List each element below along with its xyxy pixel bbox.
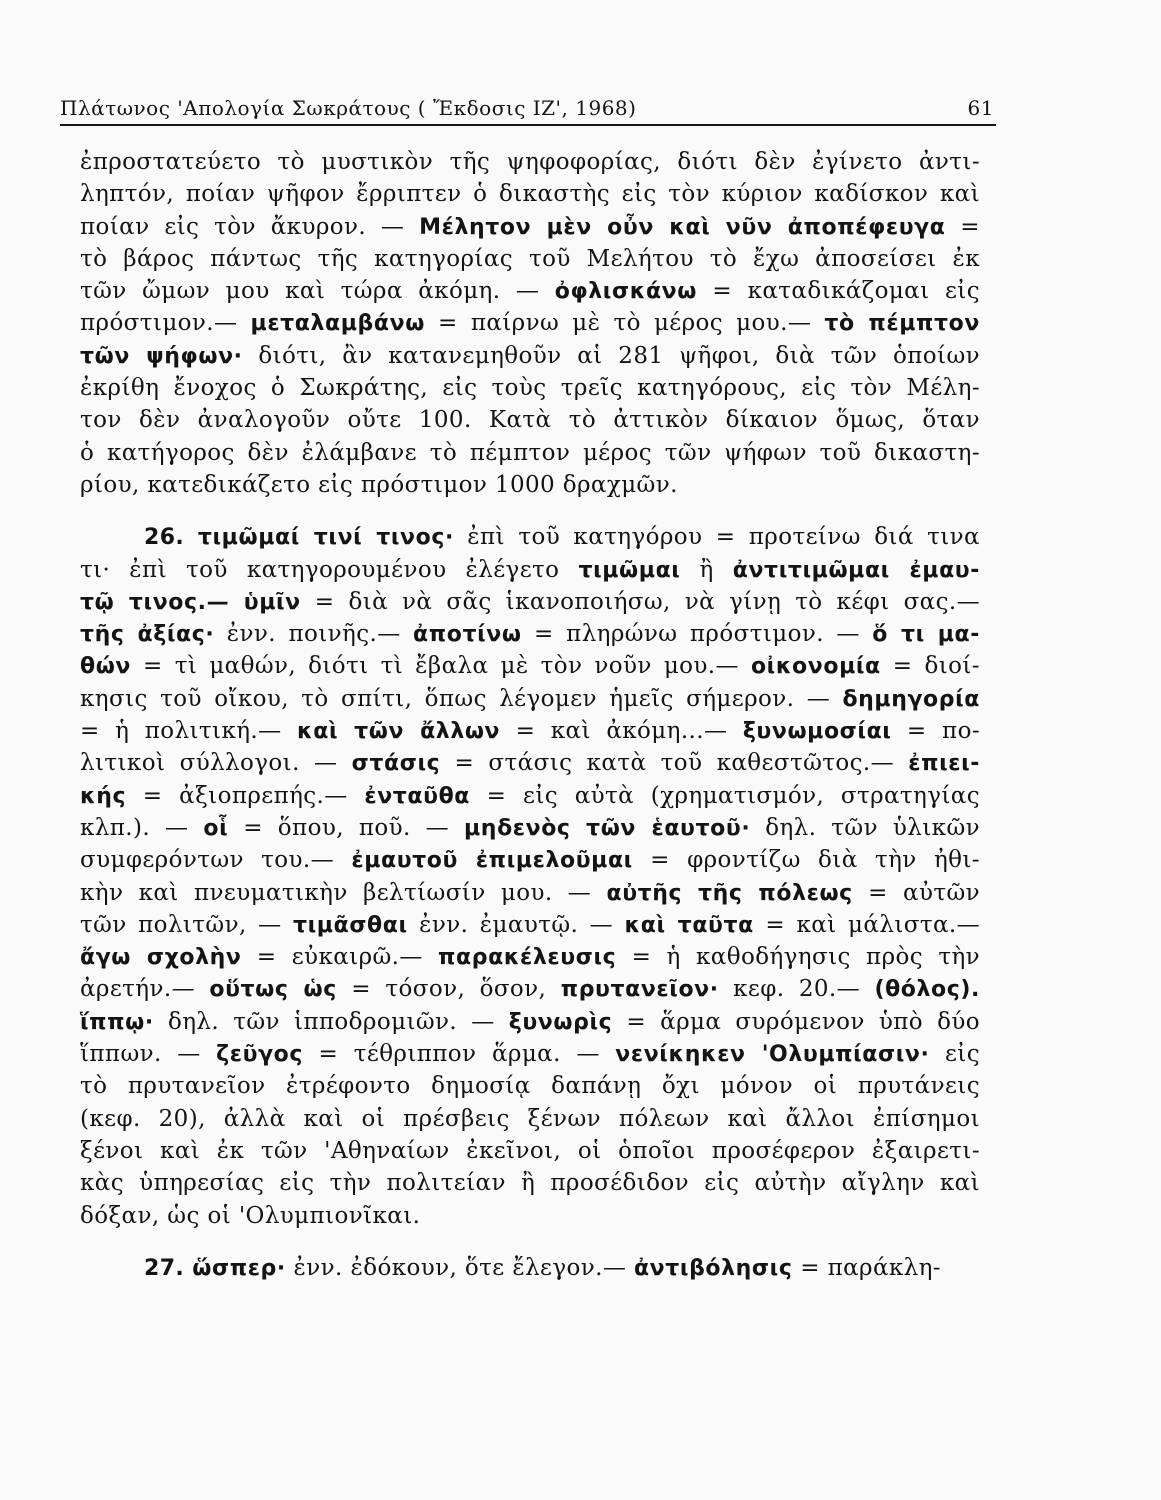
gloss-text: ποίαν εἰς τὸν ἄκυρον. — xyxy=(80,213,420,240)
lemma-term: τιμῶμαι xyxy=(578,557,681,583)
gloss-text: τι· ἐπὶ τοῦ κατηγορουμένου ἐλέγετο xyxy=(80,556,579,583)
gloss-text: τὸ βάρος πάντως τῆς κατηγορίας τοῦ Μελήτου τὸ ἔχω ἀποσείσει ἐκ xyxy=(80,245,980,272)
text-line xyxy=(80,1006,980,1038)
text-line xyxy=(80,437,980,469)
gloss-text: ἐνν. ποινῆς.— xyxy=(214,621,414,648)
text-line xyxy=(80,1167,980,1199)
lemma-term: στάσις xyxy=(351,751,441,777)
text-line xyxy=(80,586,980,618)
lemma-term: τῆς ἀξίας· xyxy=(80,622,215,648)
lemma-term: τὸ πέμπτον xyxy=(824,311,980,337)
text-line xyxy=(80,243,980,275)
lemma-term: ζεῦγος xyxy=(216,1042,304,1068)
lemma-term: ἀποτίνω xyxy=(413,622,522,648)
lemma-term: μεταλαμβάνω xyxy=(250,311,425,337)
header-title: Πλάτωνος 'Απολογία Σωκράτους ( Ἔκδοσις ΙΖ', 1968) xyxy=(60,96,637,120)
text-line xyxy=(80,1200,980,1232)
lemma-term: δημηγορία xyxy=(842,686,980,712)
gloss-text: = ὅπου, ποῦ. — xyxy=(228,814,465,841)
text-line xyxy=(80,404,980,436)
commentary-text xyxy=(80,146,980,1284)
lemma-term: τιμῶμαί τινί τινος· xyxy=(197,525,454,551)
gloss-text: δηλ. τῶν ὑλικῶν xyxy=(750,814,980,841)
gloss-text: = τέθριππον ἅρμα. — xyxy=(303,1041,616,1068)
lemma-term: ἄγω σχολὴν xyxy=(80,945,242,971)
gloss-text: ἐκρίθη ἔνοχος ὁ Σωκράτης, εἰς τοὺς τρεῖς κατηγόρους, εἰς τὸν Μέλη- xyxy=(80,375,980,402)
gloss-text: ληπτόν, ποίαν ψῆφον ἔρριπτεν ὁ δικαστὴς εἰς τὸν κύριον καδίσκον καὶ xyxy=(80,181,980,208)
text-line xyxy=(80,844,980,876)
lemma-term: ἀντιβόλησις xyxy=(633,1255,793,1281)
gloss-text: λιτικοὶ σύλλογοι. — xyxy=(80,750,352,777)
gloss-text: τὸ πρυτανεῖον ἐτρέφοντο δημοσίᾳ δαπάνῃ ὄχι μόνον οἱ πρυτάνεις xyxy=(80,1073,980,1100)
gloss-text: ἐπὶ τοῦ κατηγόρου = προτείνω διά τινα xyxy=(453,524,980,551)
gloss-text: ὁ κατήγορος δὲν ἐλάμβανε τὸ πέμπτον μέρος τῶν ψήφων τοῦ δικαστη- xyxy=(80,439,980,466)
gloss-text: = ἡ καθοδήγησις πρὸς τὴν xyxy=(616,944,981,971)
gloss-text: ἐνν. ἐμαυτῷ. — xyxy=(407,911,625,938)
gloss-text: = καὶ ἀκόμη...— xyxy=(500,718,743,745)
lemma-term: αὐτῆς τῆς πόλεως xyxy=(606,880,853,906)
gloss-text: πρόστιμον.— xyxy=(80,310,251,337)
lemma-term: τῷ τινος.— ὑμῖν xyxy=(80,589,301,615)
gloss-text: = ἡ πολιτική.— xyxy=(80,718,297,745)
gloss-text: ἐπροστατεύετο τὸ μυστικὸν τῆς ψηφοφορίας, διότι δὲν ἐγίνετο ἀντι- xyxy=(80,149,980,175)
text-line xyxy=(80,715,980,747)
gloss-text: = παίρνω μὲ τὸ μέρος μου.— xyxy=(424,310,825,337)
text-line xyxy=(80,650,980,682)
text-line xyxy=(80,1135,980,1167)
lemma-term: ἐνταῦθα xyxy=(364,783,471,809)
gloss-text: διότι, ἂν κατανεμηθοῦν αἱ 281 ψῆφοι, διὰ τῶν ὁποίων xyxy=(242,342,981,369)
text-line xyxy=(80,618,980,650)
lemma-term: ἐπιει- xyxy=(908,751,980,777)
text-line xyxy=(80,909,980,941)
gloss-text: = xyxy=(945,213,980,240)
text-line xyxy=(80,941,980,973)
lemma-term: ἵππῳ· xyxy=(80,1009,154,1035)
running-header xyxy=(60,86,994,120)
text-line xyxy=(80,178,980,210)
lemma-term: οἷ xyxy=(203,815,229,841)
gloss-text: κησις τοῦ οἴκου, τὸ σπίτι, ὅπως λέγομεν ἡμεῖς σήμερον. — xyxy=(80,685,843,712)
paragraph-number: 27. xyxy=(144,1255,193,1281)
gloss-text: κὴν καὶ πνευματικὴν βελτίωσίν μου. — xyxy=(80,879,607,906)
gloss-text: = πληρώνω πρόστιμον. — xyxy=(521,621,873,648)
gloss-text: = αὐτῶν xyxy=(852,879,981,906)
gloss-text: κὰς ὑπηρεσίας εἰς τὴν πολιτείαν ἢ προσέδιδον εἰς αὐτὴν αἴγλην καὶ xyxy=(80,1170,980,1197)
gloss-text: ἐνν. ἐδόκουν, ὅτε ἔλεγον.— xyxy=(285,1254,634,1281)
text-line xyxy=(80,307,980,339)
gloss-text: συμφερόντων του.— xyxy=(80,847,352,874)
text-line xyxy=(80,211,980,243)
text-line xyxy=(80,469,980,501)
text-line xyxy=(80,747,980,779)
lemma-term: ὀφλισκάνω xyxy=(554,279,697,305)
gloss-text: ἵππων. — xyxy=(80,1041,217,1068)
paragraph-number: 26. xyxy=(144,525,198,551)
lemma-term: τῶν ψήφων· xyxy=(80,343,243,369)
lemma-term: ἐμαυτοῦ ἐπιμελοῦμαι xyxy=(351,848,633,874)
text-line xyxy=(80,340,980,372)
gloss-text: = εἰς αὐτὰ (χρηματισμόν, στρατηγίας xyxy=(470,782,981,809)
lemma-term: μηδενὸς τῶν ἑαυτοῦ· xyxy=(464,815,751,841)
text-line xyxy=(80,554,980,586)
lemma-term: πρυτανεῖον· xyxy=(560,977,719,1003)
gloss-text: κλπ.). — xyxy=(80,814,204,841)
lemma-term: καὶ ταῦτα xyxy=(624,912,754,938)
gloss-text: = καὶ μάλιστα.— xyxy=(753,911,981,938)
gloss-text: κεφ. 20.— xyxy=(718,976,875,1003)
gloss-text: = ἀξιοπρεπής.— xyxy=(126,782,365,809)
gloss-text: = φροντίζω διὰ τὴν ἠθι- xyxy=(632,847,980,874)
paragraph-gap xyxy=(80,501,980,521)
paragraph-gap xyxy=(80,1232,980,1252)
text-line xyxy=(80,877,980,909)
gloss-text: ξένοι καὶ ἐκ τῶν 'Αθηναίων ἐκεῖνοι, οἱ ὁποῖοι προσέφερον ἐξαιρετι- xyxy=(80,1137,980,1164)
lemma-term: ἀντιτιμῶμαι ἐμαυ- xyxy=(732,557,980,583)
gloss-text: = διοί- xyxy=(880,653,980,680)
lemma-term: τιμᾶσθαι xyxy=(293,912,408,938)
gloss-text: = τόσον, ὅσον, xyxy=(336,976,561,1003)
lemma-term: οὕτως ὡς xyxy=(209,977,337,1003)
gloss-text: (κεφ. 20), ἀλλὰ καὶ οἱ πρέσβεις ξένων πόλεων καὶ ἄλλοι ἐπίσημοι xyxy=(80,1105,980,1132)
lemma-term: κής xyxy=(80,783,127,809)
text-line xyxy=(80,1252,980,1284)
gloss-text: = διὰ νὰ σᾶς ἱκανοποιήσω, νὰ γίνῃ τὸ κέφι σας.— xyxy=(300,588,980,615)
gloss-text: = πο- xyxy=(891,718,980,745)
gloss-text: τον δὲν ἀναλογοῦν οὔτε 100. Κατὰ τὸ ἀττικὸν δίκαιον ὅμως, ὅταν xyxy=(80,407,980,434)
lemma-term: οἰκονομία xyxy=(750,654,881,680)
gloss-text: τῶν ὤμων μου καὶ τώρα ἀκόμη. — xyxy=(80,278,555,305)
text-line xyxy=(80,780,980,812)
text-line xyxy=(80,1103,980,1135)
gloss-text: τῶν πολιτῶν, — xyxy=(80,911,293,938)
lemma-term: ὅ τι μα- xyxy=(872,622,980,648)
text-line xyxy=(80,683,980,715)
lemma-term: παρακέλευσις xyxy=(438,945,617,971)
gloss-text: = στάσις κατὰ τοῦ καθεστῶτος.— xyxy=(440,750,909,777)
gloss-text: ἀρετήν.— xyxy=(80,976,210,1003)
gloss-text: = τὶ μαθών, διότι τὶ ἔβαλα μὲ τὸν νοῦν μου.— xyxy=(131,653,751,680)
gloss-text: = παράκλη- xyxy=(792,1254,941,1281)
gloss-text: = καταδικάζομαι εἰς xyxy=(696,278,980,305)
header-rule xyxy=(60,124,996,126)
lemma-term: ξυνωρὶς xyxy=(508,1009,613,1035)
gloss-text: ἢ xyxy=(680,556,733,583)
lemma-term: Μέλητον μὲν οὖν καὶ νῦν ἀποπέφευγα xyxy=(419,214,946,240)
lemma-term: (θόλος). xyxy=(874,977,981,1003)
gloss-text: = ἅρμα συρόμενον ὑπὸ δύο xyxy=(612,1008,980,1035)
text-line xyxy=(80,1070,980,1102)
gloss-text: δηλ. τῶν ἱπποδρομιῶν. — xyxy=(153,1008,509,1035)
text-line xyxy=(80,812,980,844)
text-line xyxy=(80,1038,980,1070)
text-line xyxy=(80,973,980,1005)
text-line xyxy=(80,146,980,178)
text-line xyxy=(80,372,980,404)
lemma-term: ὥσπερ· xyxy=(192,1255,286,1281)
lemma-term: ξυνωμοσίαι xyxy=(742,719,892,745)
text-line xyxy=(80,275,980,307)
page-number: 61 xyxy=(967,96,994,120)
lemma-term: καὶ τῶν ἄλλων xyxy=(297,719,501,745)
text-line xyxy=(80,521,980,553)
lemma-term: νενίκηκεν 'Ολυμπίασιν· xyxy=(615,1042,930,1068)
gloss-text: = εὐκαιρῶ.— xyxy=(241,944,439,971)
gloss-text: εἰς xyxy=(929,1041,980,1068)
gloss-text: δόξαν, ὡς οἱ 'Ολυμπιονῖκαι. xyxy=(80,1202,421,1229)
gloss-text: ρίου, κατεδικάζετο εἰς πρόστιμον 1000 δραχμῶν. xyxy=(80,471,678,498)
lemma-term: θών xyxy=(80,654,132,680)
